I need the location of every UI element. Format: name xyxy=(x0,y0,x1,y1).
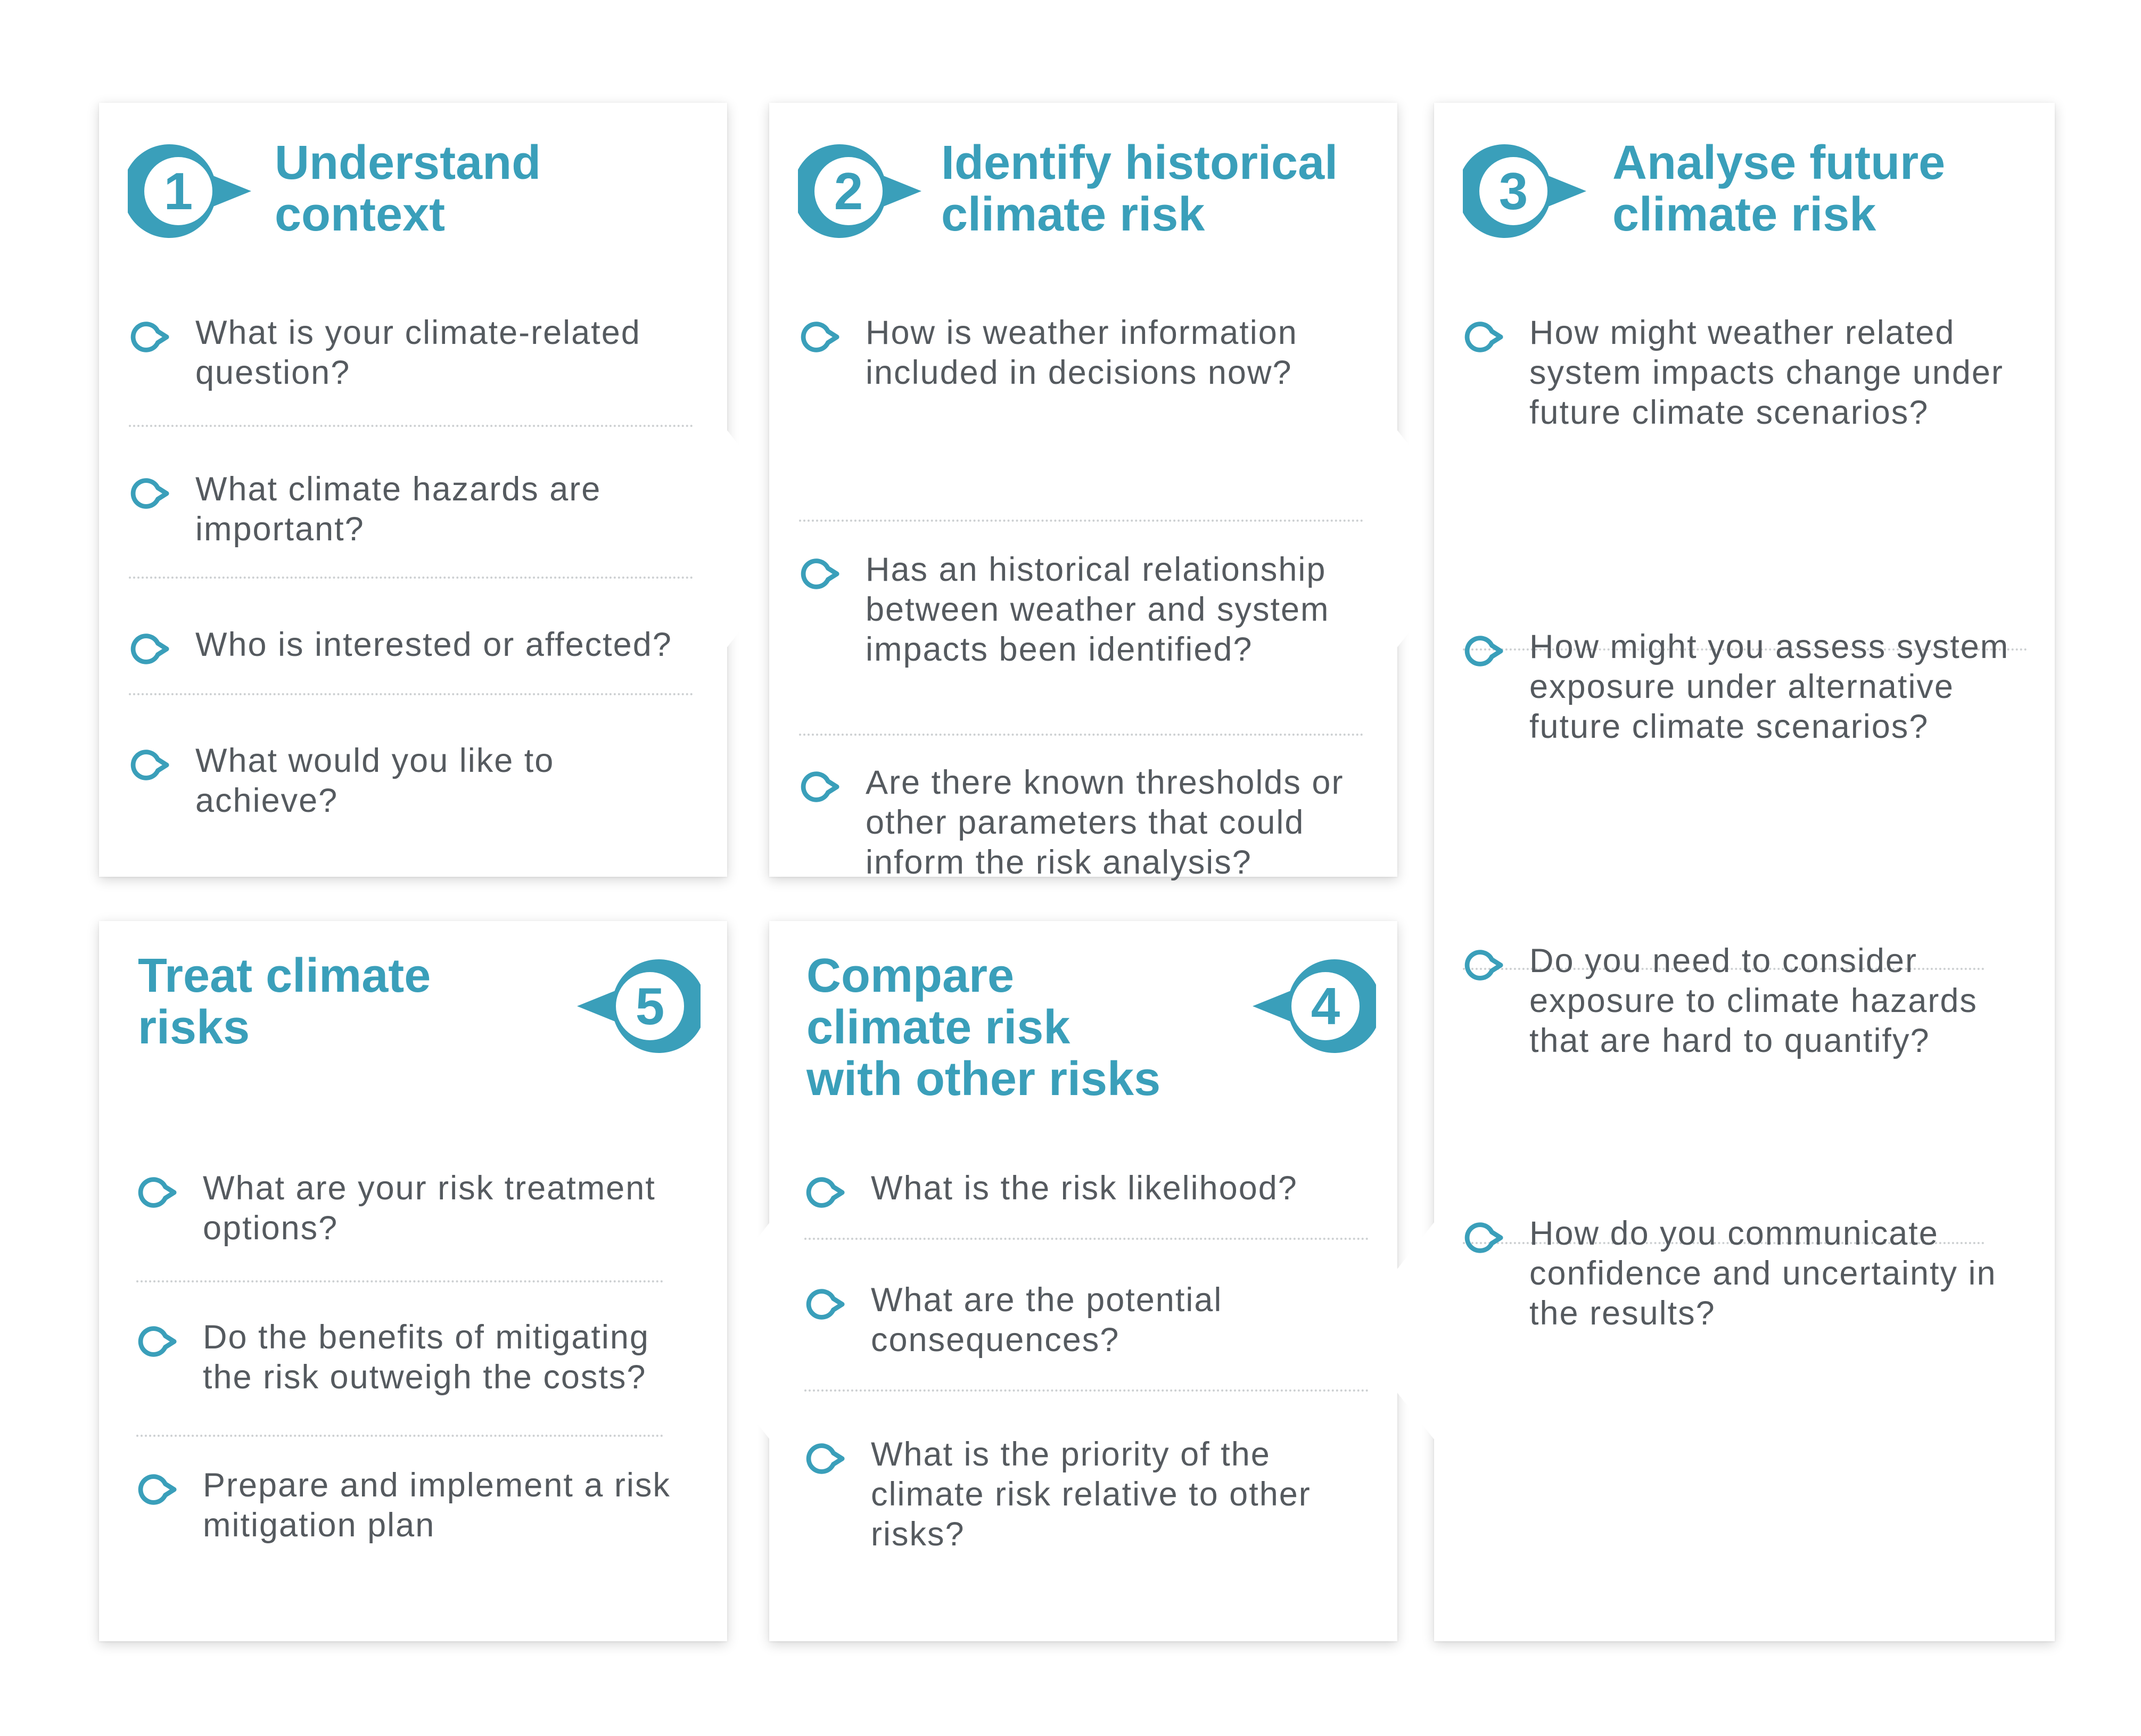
list-divider xyxy=(136,1435,663,1437)
step-2-number-badge xyxy=(798,138,926,244)
pin-bullet-icon xyxy=(799,766,841,808)
step-5-number-badge xyxy=(573,953,701,1059)
pin-bullet-icon xyxy=(129,628,170,670)
step-5-card xyxy=(99,921,727,1641)
pin-bullet-icon xyxy=(1463,1217,1504,1258)
step-1-number-badge xyxy=(128,138,256,244)
pin-bullet-icon xyxy=(804,1172,846,1213)
list-item: Prepare and implement a risk mitigation plan xyxy=(136,1466,701,1545)
list-item: What is the risk likelihood? xyxy=(804,1169,1369,1208)
step-1-title: Understand context xyxy=(275,136,541,241)
step-5-title: Treat climate risks xyxy=(138,949,431,1054)
list-item: Has an historical relationship between weather and system impacts been identified? xyxy=(799,550,1363,670)
pin-bullet-icon xyxy=(129,744,170,786)
list-item: How might weather related system impacts change under future climate scenarios? xyxy=(1463,313,2027,433)
pin-bullet-icon xyxy=(799,316,841,358)
step-4-card xyxy=(769,921,1397,1641)
list-divider xyxy=(804,1389,1369,1392)
step-4-number: 4 xyxy=(1311,977,1340,1035)
step-3-card xyxy=(1434,103,2055,1641)
pin-bullet-icon xyxy=(129,316,170,358)
step-2-title: Identify historical climate risk xyxy=(941,136,1338,241)
list-divider xyxy=(129,693,693,695)
step-2-card xyxy=(769,103,1397,881)
list-divider xyxy=(799,520,1363,522)
list-item: What climate hazards are important? xyxy=(129,470,693,549)
list-item: How might you assess system exposure under alternative future climate scenarios? xyxy=(1463,627,2027,747)
pin-bullet-icon xyxy=(799,553,841,595)
list-item: Do you need to consider exposure to climate hazards that are hard to quantify? xyxy=(1463,941,2027,1061)
step-5-number: 5 xyxy=(635,977,665,1035)
step-4-number-badge xyxy=(1248,953,1376,1059)
pin-bullet-icon xyxy=(1463,944,1504,986)
pin-bullet-icon xyxy=(136,1469,178,1510)
list-item: What is the priority of the climate risk relative to other risks? xyxy=(804,1435,1369,1554)
pin-bullet-icon xyxy=(804,1438,846,1479)
list-item: What would you like to achieve? xyxy=(129,741,693,821)
pin-bullet-icon xyxy=(1463,630,1504,672)
list-divider xyxy=(799,734,1363,736)
pin-bullet-icon xyxy=(136,1321,178,1362)
list-item: What are the potential consequences? xyxy=(804,1280,1369,1360)
step-3-title: Analyse future climate risk xyxy=(1612,136,1946,241)
list-item: Are there known thresholds or other parameters that could inform the risk analysis? xyxy=(799,763,1363,883)
list-item: How do you communicate confidence and uncertainty in the results? xyxy=(1463,1214,2027,1334)
list-item: How is weather information included in decisions now? xyxy=(799,313,1363,393)
pin-bullet-icon xyxy=(804,1284,846,1325)
step-1-card xyxy=(99,103,727,877)
list-divider xyxy=(129,577,693,579)
pin-bullet-icon xyxy=(129,473,170,514)
step-3-number: 3 xyxy=(1498,162,1528,220)
list-divider xyxy=(804,1238,1369,1240)
pin-bullet-icon xyxy=(136,1172,178,1213)
list-item: Do the benefits of mitigating the risk outweigh the costs? xyxy=(136,1318,701,1397)
list-divider xyxy=(129,425,693,427)
step-1-number: 1 xyxy=(163,162,193,220)
list-item: What is your climate-related question? xyxy=(129,313,693,393)
list-divider xyxy=(136,1280,663,1282)
step-4-title: Compare climate risk with other risks xyxy=(806,949,1161,1106)
step-3-number-badge xyxy=(1463,138,1591,244)
pin-bullet-icon xyxy=(1463,316,1504,358)
list-item: What are your risk treatment options? xyxy=(136,1169,701,1248)
list-item: Who is interested or affected? xyxy=(129,625,693,665)
step-2-number: 2 xyxy=(834,162,863,220)
